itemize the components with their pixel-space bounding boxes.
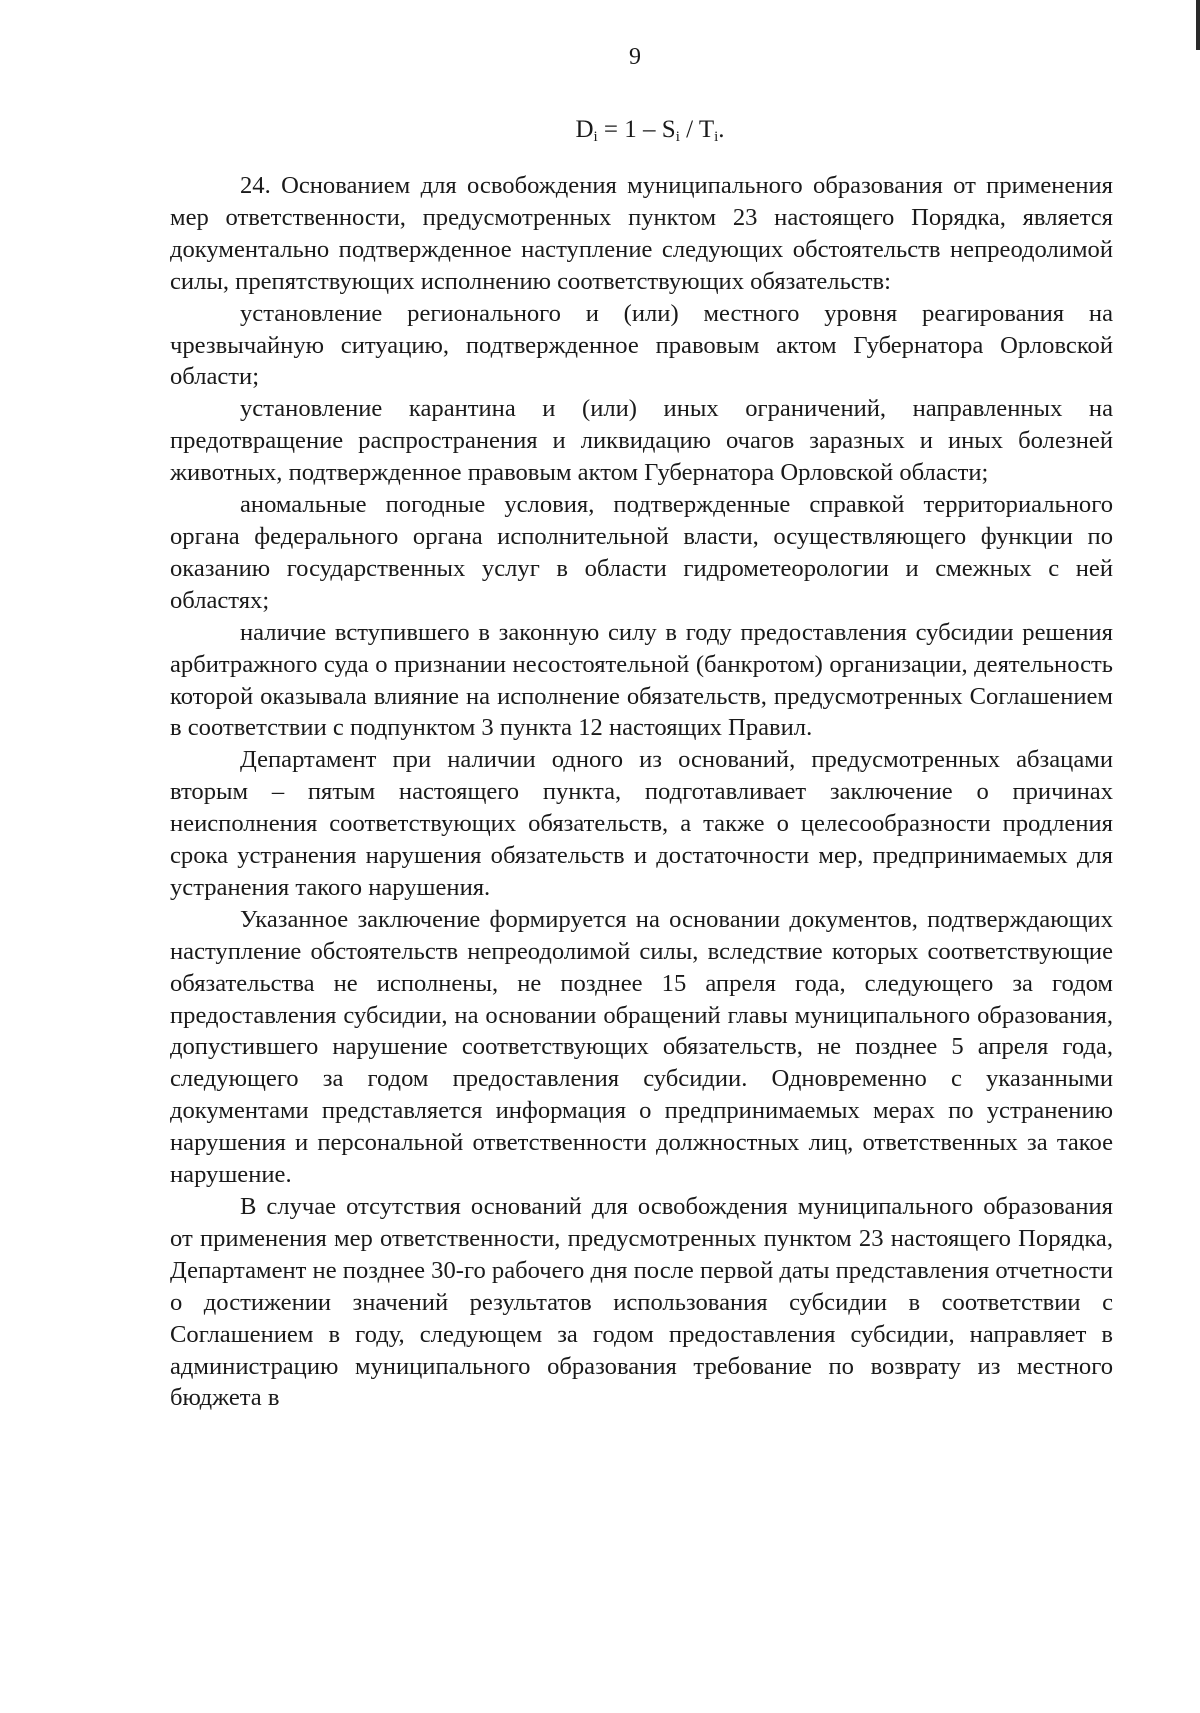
formula-subscript-i: i [714, 129, 719, 145]
paragraph-no-grounds: В случае отсутствия оснований для освобождения муниципального образования от применения мер ответственности, предусмотренных пунктом 23 настоящего Порядка, Департамент не позднее 30-го рабочего дня после первой даты представления отчетности о достижении значений результатов использования субсидии в соответствии с Соглашением в году, следующем за годом предоставления субсидии, направляет в администрацию муниципального образования требование по возврату из местного бюджета в [170, 1193, 1113, 1412]
paragraph-conclusion-formation: Указанное заключение формируется на основании документов, подтверждающих наступление обстоятельств непреодолимой силы, вследствие которых соответствующие обязательства не исполнены, не позднее 15 апреля года, следующего за годом предоставления субсидии, на основании обращений главы муниципального образования, допустившего нарушение соответствующих обязательств, не позднее 5 апреля года, следующего за годом предоставления субсидии. Одновременно с указанными документами представляется информация о предпринимаемых мерах по устранению нарушения и персональной ответственности должностных лиц, ответственных за такое нарушение. [170, 905, 1113, 1189]
formula-slash-t: / T [679, 116, 715, 143]
formula-subscript-i: i [593, 129, 598, 145]
paragraph-abnormal-weather: аномальные погодные условия, подтвержденные справкой территориального органа федерального органа исполнительной власти, осуществляющего функции по оказанию государственных услуг в области гидрометеорологии и смежных с ней областях; [170, 491, 1113, 614]
formula [0, 116, 1200, 146]
paragraph-department-conclusion: Департамент при наличии одного из оснований, предусмотренных абзацами вторым – пятым настоящего пункта, подготавливает заключение о причинах неисполнения соответствующих обязательств, а также о целесообразности продления срока устранения нарушения обязательств и достаточности мер, предпринимаемых для устранения такого нарушения. [170, 746, 1113, 901]
document-body [170, 170, 1113, 1414]
paragraph-bankruptcy-decision: наличие вступившего в законную силу в году предоставления субсидии решения арбитражного суда о признании несостоятельной (банкротом) организации, деятельность которой оказывала влияние на исполнение обязательств, предусмотренных Соглашением в соответствии с подпунктом 3 пункта 12 настоящих Правил. [170, 618, 1113, 742]
paragraph-emergency-situation: установление регионального и (или) местного уровня реагирования на чрезвычайную ситуацию, подтвержденное правовым актом Губернатора Орловской области; [170, 299, 1113, 391]
scan-edge-mark [1196, 0, 1200, 50]
paragraph-item-24: 24. Основанием для освобождения муниципального образования от применения мер ответственности, предусмотренных пунктом 23 настоящего Порядка, является документально подтвержденное наступление следующих обстоятельств непреодолимой силы, препятствующих исполнению соответствующих обязательств: [170, 172, 1113, 295]
formula-period: . [718, 116, 725, 143]
formula-d: D [575, 116, 594, 143]
formula-equals-one-minus-s: = 1 – S [597, 116, 676, 143]
formula-subscript-i: i [675, 129, 680, 145]
paragraph-quarantine: установление карантина и (или) иных ограничений, направленных на предотвращение распространения и ликвидацию очагов заразных и иных болезней животных, подтвержденное правовым актом Губернатора Орловской области; [170, 395, 1113, 487]
page-number: 9 [629, 44, 641, 70]
